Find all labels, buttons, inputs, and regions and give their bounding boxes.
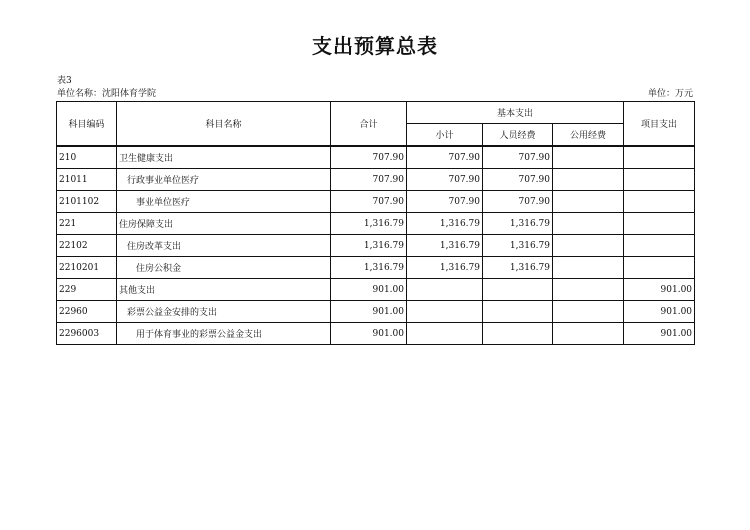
cell-name: 卫生健康支出 [117,146,331,169]
page-title: 支出预算总表 [312,34,438,58]
cell-code: 229 [57,279,117,301]
cell-project [624,169,695,191]
table-row [57,257,695,279]
cell-personnel: 707.90 [483,146,553,169]
cell-subtotal: 707.90 [407,146,483,169]
cell-code: 210 [57,146,117,169]
cell-public [553,279,624,301]
cell-personnel [483,323,553,345]
cell-project: 901.00 [624,301,695,323]
cell-code: 2210201 [57,257,117,279]
cell-subtotal: 1,316.79 [407,257,483,279]
cell-public [553,169,624,191]
cell-name: 事业单位医疗 [117,191,331,213]
cell-subtotal: 1,316.79 [407,235,483,257]
cell-personnel [483,279,553,301]
cell-subtotal: 1,316.79 [407,213,483,235]
table-row [57,323,695,345]
header-basic: 基本支出 [407,102,624,124]
cell-total: 1,316.79 [331,257,407,279]
header-subtotal: 小计 [407,124,483,147]
cell-total: 901.00 [331,323,407,345]
table-header [57,102,695,147]
cell-subtotal [407,323,483,345]
cell-code: 221 [57,213,117,235]
cell-code: 2296003 [57,323,117,345]
budget-table [56,101,695,345]
cell-public [553,146,624,169]
cell-public [553,301,624,323]
header-personnel: 人员经费 [483,124,553,147]
cell-total: 901.00 [331,279,407,301]
cell-personnel [483,301,553,323]
cell-project: 901.00 [624,323,695,345]
cell-name: 行政事业单位医疗 [117,169,331,191]
cell-subtotal [407,301,483,323]
cell-subtotal [407,279,483,301]
cell-project [624,235,695,257]
cell-public [553,235,624,257]
table-body [57,146,695,345]
cell-name: 用于体育事业的彩票公益金支出 [117,323,331,345]
cell-total: 707.90 [331,169,407,191]
cell-code: 21011 [57,169,117,191]
cell-personnel: 707.90 [483,169,553,191]
table-row [57,279,695,301]
cell-code: 22102 [57,235,117,257]
table-row [57,301,695,323]
header-public: 公用经费 [553,124,624,147]
cell-personnel: 1,316.79 [483,257,553,279]
cell-personnel: 1,316.79 [483,213,553,235]
cell-total: 1,316.79 [331,235,407,257]
cell-name: 彩票公益金安排的支出 [117,301,331,323]
table-number: 表3 [57,76,72,86]
cell-personnel: 1,316.79 [483,235,553,257]
cell-total: 707.90 [331,191,407,213]
header-name: 科目名称 [117,102,331,147]
cell-personnel: 707.90 [483,191,553,213]
cell-total: 901.00 [331,301,407,323]
header-code: 科目编码 [57,102,117,147]
table-row [57,191,695,213]
cell-public [553,323,624,345]
cell-project [624,146,695,169]
cell-public [553,191,624,213]
table-row [57,169,695,191]
cell-public [553,213,624,235]
cell-total: 1,316.79 [331,213,407,235]
cell-code: 22960 [57,301,117,323]
cell-public [553,257,624,279]
header-total: 合计 [331,102,407,147]
cell-subtotal: 707.90 [407,169,483,191]
currency-unit: 单位：万元 [647,89,693,99]
header-project: 项目支出 [624,102,695,147]
cell-name: 住房改革支出 [117,235,331,257]
cell-total: 707.90 [331,146,407,169]
cell-project [624,191,695,213]
cell-name: 住房公积金 [117,257,331,279]
cell-name: 住房保障支出 [117,213,331,235]
cell-name: 其他支出 [117,279,331,301]
cell-code: 2101102 [57,191,117,213]
table-row [57,213,695,235]
table-row [57,235,695,257]
cell-project [624,257,695,279]
cell-subtotal: 707.90 [407,191,483,213]
cell-project: 901.00 [624,279,695,301]
unit-name: 单位名称：沈阳体育学院 [57,89,157,99]
table-row [57,146,695,169]
cell-project [624,213,695,235]
